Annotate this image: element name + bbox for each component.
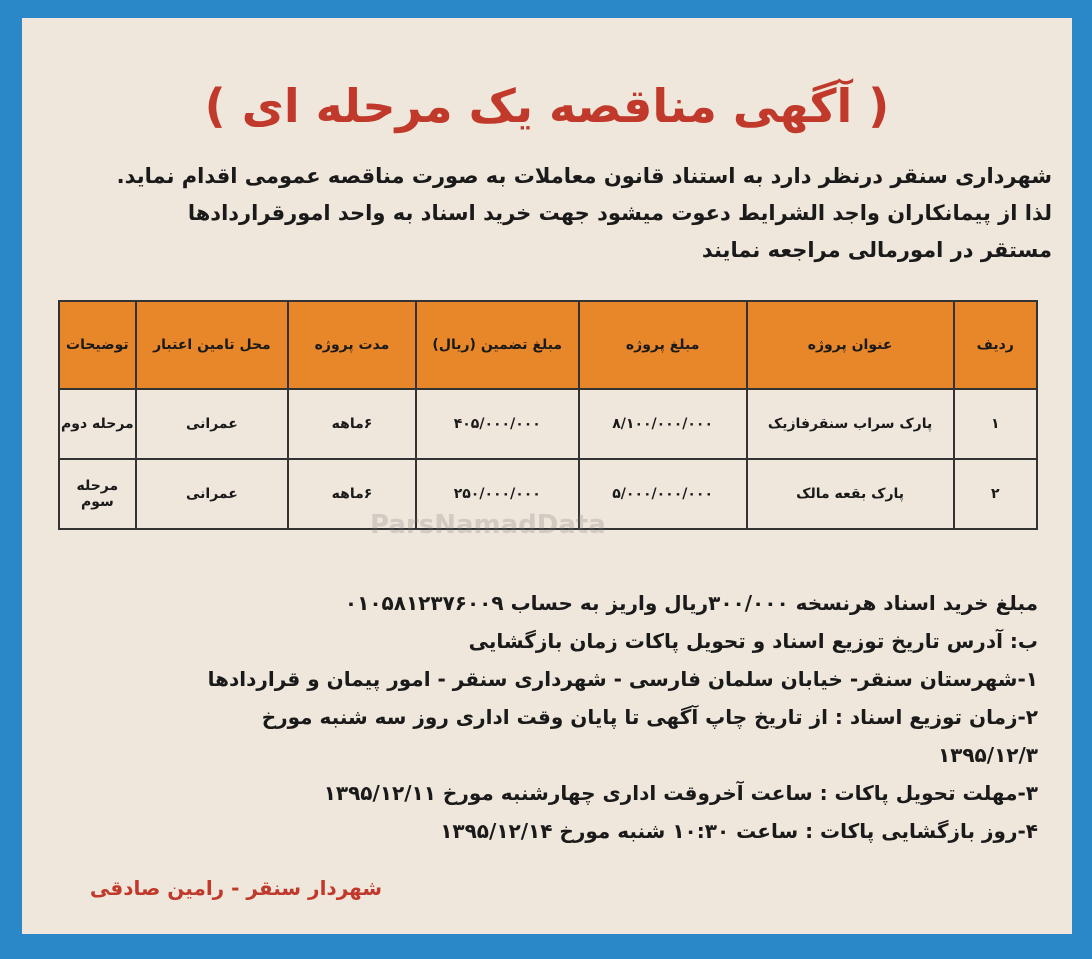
intro-line: لذا از پیمانکاران واجد الشرایط دعوت میشود جهت خرید اسناد به واحد امورقراردادها xyxy=(187,201,1052,225)
cell-project-amount: ۸/۱۰۰/۰۰۰/۰۰۰ xyxy=(579,389,747,459)
header-project-title: عنوان پروژه xyxy=(747,301,954,389)
cell-guarantee-amount: ۲۵۰/۰۰۰/۰۰۰ xyxy=(416,459,579,529)
notice-title: ( آگهی مناقصه یک مرحله ای ) xyxy=(204,79,890,133)
cell-duration: ۶ماهه xyxy=(288,459,416,529)
cell-project-amount: ۵/۰۰۰/۰۰۰/۰۰۰ xyxy=(579,459,747,529)
details-line: مبلغ خرید اسناد هرنسخه ۳۰۰/۰۰۰ریال واریز به حساب ۰۱۰۵۸۱۲۳۷۶۰۰۹ xyxy=(344,591,1038,615)
header-funding-source: محل تامین اعتبار xyxy=(136,301,288,389)
cell-funding-source: عمرانی xyxy=(136,389,288,459)
cell-project-title: پارک سراب سنقرفازیک xyxy=(747,389,954,459)
details-line: ۳-مهلت تحویل پاکات : ساعت آخروقت اداری چهارشنبه مورخ ۱۳۹۵/۱۲/۱۱ xyxy=(323,781,1038,805)
details-line: ۴-روز بازگشایی پاکات : ساعت ۱۰:۳۰ شنبه مورخ ۱۳۹۵/۱۲/۱۴ xyxy=(440,819,1038,843)
cell-project-title: پارک بقعه مالک xyxy=(747,459,954,529)
notice-paper xyxy=(22,18,1072,934)
cell-duration: ۶ماهه xyxy=(288,389,416,459)
cell-row-number: ۲ xyxy=(954,459,1037,529)
intro-line: شهرداری سنقر درنظر دارد به استناد قانون معاملات به صورت مناقصه عمومی اقدام نماید. xyxy=(116,164,1052,188)
header-duration: مدت پروژه xyxy=(288,301,416,389)
details-line: ۱۳۹۵/۱۲/۳ xyxy=(937,743,1038,767)
signature: شهردار سنقر - رامین صادقی xyxy=(89,876,382,900)
header-project-amount: مبلغ پروژه xyxy=(579,301,747,389)
cell-guarantee-amount: ۴۰۵/۰۰۰/۰۰۰ xyxy=(416,389,579,459)
watermark-text: ParsNamadData xyxy=(370,510,606,540)
cell-notes: مرحله دوم xyxy=(59,389,136,459)
cell-notes: مرحله سوم xyxy=(59,459,136,529)
tender-table xyxy=(58,300,1038,530)
details-section xyxy=(38,584,1038,850)
details-line: ۲-زمان توزیع اسناد : از تاریخ چاپ آگهی تا پایان وقت اداری روز سه شنبه مورخ xyxy=(261,705,1038,729)
header-row-number: ردیف xyxy=(954,301,1037,389)
cell-funding-source: عمرانی xyxy=(136,459,288,529)
table-header-row xyxy=(59,301,1037,389)
header-notes: توضیحات xyxy=(59,301,136,389)
details-line: ب: آدرس تاریخ توزیع اسناد و تحویل پاکات زمان بازگشایی xyxy=(468,629,1038,653)
intro-paragraph xyxy=(42,158,1052,269)
intro-line: مستقر در امورمالی مراجعه نمایند xyxy=(701,238,1052,262)
details-line: ۱-شهرستان سنقر- خیابان سلمان فارسی - شهرداری سنقر - امور پیمان و قراردادها xyxy=(207,667,1038,691)
cell-row-number: ۱ xyxy=(954,389,1037,459)
header-guarantee-amount: مبلغ تضمین (ریال) xyxy=(416,301,579,389)
table-row xyxy=(59,389,1037,459)
